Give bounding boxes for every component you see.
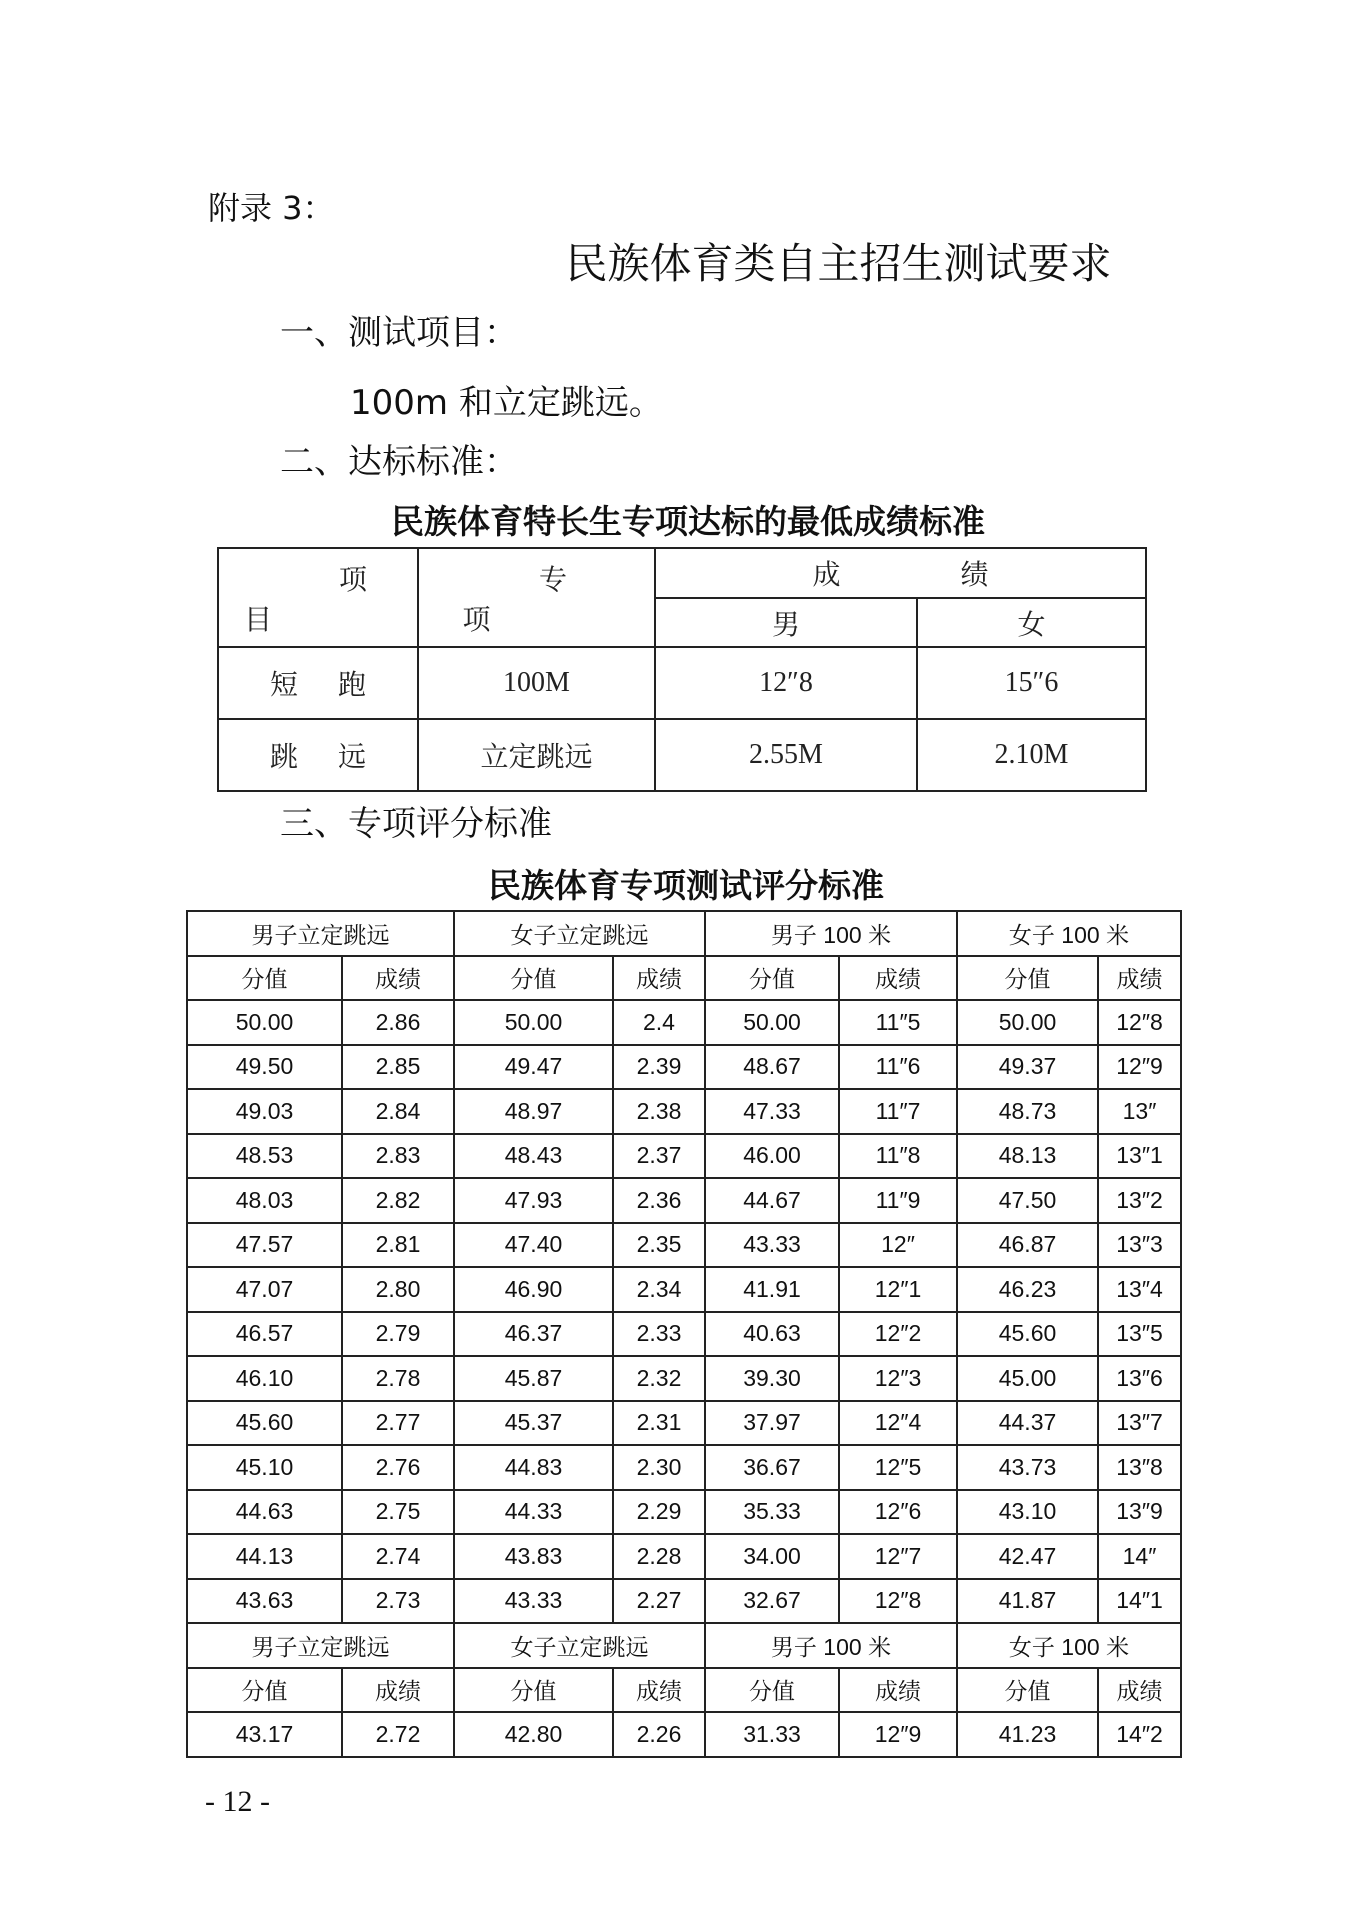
result-cell: 2.86 (342, 1000, 454, 1045)
score-cell: 41.91 (705, 1267, 839, 1312)
cell-specialty: 100M (418, 647, 655, 719)
result-cell: 2.81 (342, 1223, 454, 1268)
result-cell: 2.77 (342, 1401, 454, 1446)
page-title-text: 民族体育类自主招生测试要求 (565, 239, 1112, 288)
table-row (187, 1178, 1181, 1223)
result-cell: 13″9 (1098, 1490, 1181, 1535)
score-cell: 43.63 (187, 1579, 342, 1624)
result-cell: 2.34 (613, 1267, 705, 1312)
section-heading-standards: 二、达标标准： (280, 442, 518, 482)
score-cell: 50.00 (454, 1000, 613, 1045)
result-cell: 13″7 (1098, 1401, 1181, 1446)
result-cell: 2.28 (613, 1534, 705, 1579)
result-cell: 12″1 (839, 1267, 957, 1312)
subheader: 成绩 (839, 1668, 957, 1713)
result-cell: 2.78 (342, 1356, 454, 1401)
result-cell: 13″1 (1098, 1134, 1181, 1179)
result-cell: 12″8 (839, 1579, 957, 1624)
cell-female: 15″6 (917, 647, 1146, 719)
score-cell: 34.00 (705, 1534, 839, 1579)
result-cell: 12″4 (839, 1401, 957, 1446)
score-cell: 45.00 (957, 1356, 1098, 1401)
score-cell: 32.67 (705, 1579, 839, 1624)
subheader: 分值 (454, 956, 613, 1001)
subheader: 成绩 (613, 1668, 705, 1713)
standards-table (217, 547, 1147, 792)
result-cell: 2.29 (613, 1490, 705, 1535)
result-cell: 11″7 (839, 1089, 957, 1134)
cell-item (218, 647, 418, 719)
table-row (187, 1045, 1181, 1090)
group-header-row (187, 911, 1181, 956)
subheader: 分值 (187, 956, 342, 1001)
score-cell: 42.47 (957, 1534, 1098, 1579)
page-number: - 12 - (205, 1785, 270, 1818)
subheader-row (187, 956, 1181, 1001)
result-cell: 12″9 (839, 1712, 957, 1757)
score-cell: 46.57 (187, 1312, 342, 1357)
score-cell: 43.33 (705, 1223, 839, 1268)
result-cell: 12″7 (839, 1534, 957, 1579)
score-cell: 48.97 (454, 1089, 613, 1134)
table-row (187, 1267, 1181, 1312)
score-cell: 43.17 (187, 1712, 342, 1757)
subheader: 成绩 (1098, 956, 1181, 1001)
table-row (187, 1712, 1181, 1757)
score-cell: 49.47 (454, 1045, 613, 1090)
score-cell: 45.87 (454, 1356, 613, 1401)
header-male: 男 (655, 598, 917, 647)
table-row (187, 1223, 1181, 1268)
result-cell: 2.4 (613, 1000, 705, 1045)
group-header: 男子立定跳远 (187, 911, 454, 956)
header-female: 女 (917, 598, 1146, 647)
header-specialty-text: 专项 (462, 564, 688, 636)
score-cell: 43.33 (454, 1579, 613, 1624)
result-cell: 2.30 (613, 1445, 705, 1490)
subheader: 成绩 (342, 956, 454, 1001)
score-cell: 43.10 (957, 1490, 1098, 1535)
subheader: 分值 (187, 1668, 342, 1713)
result-cell: 2.73 (342, 1579, 454, 1624)
group-header: 男子 100 米 (705, 911, 957, 956)
scoring-table (186, 910, 1182, 1758)
result-cell: 2.82 (342, 1178, 454, 1223)
score-cell: 41.87 (957, 1579, 1098, 1624)
table-row (218, 647, 1146, 719)
score-cell: 43.83 (454, 1534, 613, 1579)
group-header: 女子 100 米 (957, 911, 1181, 956)
result-cell: 13″5 (1098, 1312, 1181, 1357)
score-cell: 48.13 (957, 1134, 1098, 1179)
result-cell: 2.37 (613, 1134, 705, 1179)
header-result (655, 548, 1146, 598)
table-row (187, 1490, 1181, 1535)
result-cell: 2.31 (613, 1401, 705, 1446)
result-cell: 2.26 (613, 1712, 705, 1757)
subheader: 分值 (454, 1668, 613, 1713)
cell-male: 12″8 (655, 647, 917, 719)
result-cell: 2.33 (613, 1312, 705, 1357)
score-cell: 46.23 (957, 1267, 1098, 1312)
score-cell: 49.03 (187, 1089, 342, 1134)
subheader: 分值 (957, 956, 1098, 1001)
cell-female: 2.10M (917, 719, 1146, 791)
header-result-text: 成绩 (812, 560, 1109, 591)
result-cell: 13″3 (1098, 1223, 1181, 1268)
score-cell: 47.40 (454, 1223, 613, 1268)
score-cell: 48.03 (187, 1178, 342, 1223)
score-cell: 45.60 (187, 1401, 342, 1446)
header-item (218, 548, 488, 647)
table-row (187, 1534, 1181, 1579)
section-heading-test-items: 一、测试项目： (280, 313, 518, 353)
score-cell: 40.63 (705, 1312, 839, 1357)
table-row (187, 1134, 1181, 1179)
result-cell: 12″2 (839, 1312, 957, 1357)
result-cell: 14″ (1098, 1534, 1181, 1579)
result-cell: 11″6 (839, 1045, 957, 1090)
table-row (187, 1356, 1181, 1401)
result-cell: 12″3 (839, 1356, 957, 1401)
result-cell: 13″ (1098, 1089, 1181, 1134)
result-cell: 2.39 (613, 1045, 705, 1090)
score-cell: 35.33 (705, 1490, 839, 1535)
score-cell: 46.87 (957, 1223, 1098, 1268)
score-cell: 43.73 (957, 1445, 1098, 1490)
score-cell: 44.63 (187, 1490, 342, 1535)
table-row (187, 1089, 1181, 1134)
score-cell: 48.43 (454, 1134, 613, 1179)
result-cell: 11″9 (839, 1178, 957, 1223)
result-cell: 13″4 (1098, 1267, 1181, 1312)
subheader: 成绩 (342, 1668, 454, 1713)
table-row (187, 1401, 1181, 1446)
score-cell: 41.23 (957, 1712, 1098, 1757)
score-cell: 47.57 (187, 1223, 342, 1268)
table-row (187, 1000, 1181, 1045)
result-cell: 12″9 (1098, 1045, 1181, 1090)
result-cell: 14″2 (1098, 1712, 1181, 1757)
result-cell: 2.85 (342, 1045, 454, 1090)
result-cell: 13″2 (1098, 1178, 1181, 1223)
section-heading-scoring: 三、专项评分标准 (280, 804, 552, 844)
table-row (187, 1312, 1181, 1357)
result-cell: 2.79 (342, 1312, 454, 1357)
section-body-test-items: 100m 和立定跳远。 (350, 383, 663, 423)
result-cell: 12″6 (839, 1490, 957, 1535)
result-cell: 11″5 (839, 1000, 957, 1045)
score-cell: 49.37 (957, 1045, 1098, 1090)
score-cell: 48.73 (957, 1089, 1098, 1134)
header-specialty (418, 548, 688, 647)
score-cell: 46.10 (187, 1356, 342, 1401)
group-header-row (187, 1623, 1181, 1668)
result-cell: 2.76 (342, 1445, 454, 1490)
score-cell: 45.10 (187, 1445, 342, 1490)
score-cell: 46.90 (454, 1267, 613, 1312)
score-cell: 39.30 (705, 1356, 839, 1401)
score-cell: 31.33 (705, 1712, 839, 1757)
group-header: 女子立定跳远 (454, 1623, 705, 1668)
subheader: 成绩 (1098, 1668, 1181, 1713)
cell-male: 2.55M (655, 719, 917, 791)
subheader: 分值 (957, 1668, 1098, 1713)
header-item-text: 项目 (243, 564, 488, 636)
result-cell: 2.27 (613, 1579, 705, 1624)
result-cell: 2.36 (613, 1178, 705, 1223)
result-cell: 12″5 (839, 1445, 957, 1490)
table-row (187, 1579, 1181, 1624)
score-cell: 50.00 (187, 1000, 342, 1045)
result-cell: 2.83 (342, 1134, 454, 1179)
score-cell: 42.80 (454, 1712, 613, 1757)
result-cell: 12″8 (1098, 1000, 1181, 1045)
result-cell: 2.38 (613, 1089, 705, 1134)
score-cell: 44.13 (187, 1534, 342, 1579)
score-cell: 37.97 (705, 1401, 839, 1446)
group-header: 女子 100 米 (957, 1623, 1181, 1668)
cell-item (218, 719, 418, 791)
score-cell: 47.07 (187, 1267, 342, 1312)
subheader: 成绩 (613, 956, 705, 1001)
table-row (187, 1445, 1181, 1490)
appendix-label: 附录 3： (208, 189, 335, 227)
group-header: 男子 100 米 (705, 1623, 957, 1668)
cell-specialty: 立定跳远 (418, 719, 655, 791)
result-cell: 2.84 (342, 1089, 454, 1134)
score-cell: 50.00 (957, 1000, 1098, 1045)
result-cell: 2.80 (342, 1267, 454, 1312)
score-cell: 47.33 (705, 1089, 839, 1134)
score-cell: 46.00 (705, 1134, 839, 1179)
score-cell: 36.67 (705, 1445, 839, 1490)
result-cell: 2.75 (342, 1490, 454, 1535)
score-cell: 46.37 (454, 1312, 613, 1357)
cell-item-text: 跳远 (269, 742, 406, 773)
score-cell: 50.00 (705, 1000, 839, 1045)
score-cell: 47.93 (454, 1178, 613, 1223)
table-row (218, 719, 1146, 791)
result-cell: 14″1 (1098, 1579, 1181, 1624)
group-header: 男子立定跳远 (187, 1623, 454, 1668)
result-cell: 2.72 (342, 1712, 454, 1757)
result-cell: 13″8 (1098, 1445, 1181, 1490)
score-cell: 45.60 (957, 1312, 1098, 1357)
subheader: 分值 (705, 1668, 839, 1713)
score-cell: 48.67 (705, 1045, 839, 1090)
score-cell: 45.37 (454, 1401, 613, 1446)
score-cell: 47.50 (957, 1178, 1098, 1223)
result-cell: 11″8 (839, 1134, 957, 1179)
score-cell: 48.53 (187, 1134, 342, 1179)
score-cell: 49.50 (187, 1045, 342, 1090)
cell-item-text: 短跑 (269, 670, 406, 701)
group-header: 女子立定跳远 (454, 911, 705, 956)
score-cell: 44.33 (454, 1490, 613, 1535)
score-cell: 44.83 (454, 1445, 613, 1490)
score-cell: 44.37 (957, 1401, 1098, 1446)
standards-table-caption: 民族体育特长生专项达标的最低成绩标准 (391, 502, 985, 541)
page-title (0, 240, 1357, 288)
scoring-table-caption: 民族体育专项测试评分标准 (488, 866, 884, 905)
result-cell: 12″ (839, 1223, 957, 1268)
result-cell: 2.74 (342, 1534, 454, 1579)
result-cell: 2.32 (613, 1356, 705, 1401)
result-cell: 2.35 (613, 1223, 705, 1268)
subheader: 成绩 (839, 956, 957, 1001)
subheader: 分值 (705, 956, 839, 1001)
result-cell: 13″6 (1098, 1356, 1181, 1401)
score-cell: 44.67 (705, 1178, 839, 1223)
subheader-row (187, 1668, 1181, 1713)
